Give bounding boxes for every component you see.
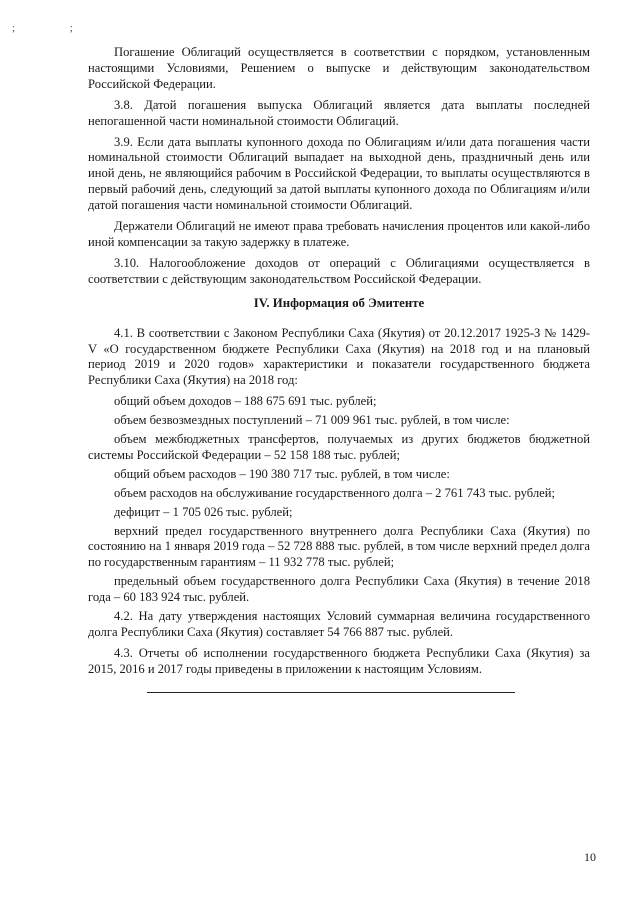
- budget-expenses-line: общий объем расходов – 190 380 717 тыс. рублей, в том числе:: [114, 466, 450, 481]
- paragraph-3-10: 3.10. Налогообложение доходов от операций с Облигациями осуществляется в соответствии с действующим законодательством Российской Федерации.: [88, 255, 590, 286]
- document-body: [88, 45, 590, 693]
- paragraph-4-3: 4.3. Отчеты об исполнении государственного бюджета Республики Саха (Якутия) за 2015, 2016 и 2017 годы приведены в приложении к настоящим Условиям.: [88, 645, 590, 676]
- paragraph-3-8: 3.8. Датой погашения выпуска Облигаций является дата выплаты последней непогашенной части номинальной стоимости Облигаций.: [88, 97, 590, 128]
- section-heading: IV. Информация об Эмитенте: [253, 295, 425, 310]
- paragraph-holders-rights: Держатели Облигаций не имеют права требовать начисления процентов или какой-либо иной компенсации за такую задержку в платеже.: [88, 219, 590, 249]
- corner-marks: ; ;: [12, 22, 99, 34]
- paragraph-3-9: 3.9. Если дата выплаты купонного дохода по Облигациям и/или дата погашения части номинальной стоимости Облигаций выпадает на выходной день, праздничный день или иной день, не являющийся рабочим в Российской Федерации, то выплаты осуществляются в первый рабочий день, следующий за датой выплаты купонного дохода по Облигациям и/или датой погашения части номинальной стоимости Облигаций.: [88, 134, 590, 213]
- paragraph-redemption-procedure: Погашение Облигаций осуществляется в соответствии с порядком, установленным настоящими Условиями, Решением о выпуске и действующим законодательством Российской Федерации.: [88, 45, 590, 91]
- paragraph-4-1: 4.1. В соответствии с Законом Республики Саха (Якутия) от 20.12.2017 1925-З № 1429-V «О государственном бюджете Республики Саха (Якутия) на 2018 год и на плановый период 2019 и 2020 годов» характеристики и показатели государственного бюджета Республики Саха (Якутия) на 2018 год:: [88, 325, 590, 388]
- budget-debt-service-line: объем расходов на обслуживание государственного долга – 2 761 743 тыс. рублей;: [114, 485, 556, 500]
- paragraph-4-2: 4.2. На дату утверждения настоящих Условий суммарная величина государственного долга Республики Саха (Якутия) составляет 54 766 887 тыс. рублей.: [88, 609, 590, 639]
- budget-transfers-line: объем межбюджетных трансфертов, получаемых из других бюджетов бюджетной системы Российской Федерации – 52 158 188 тыс. рублей;: [88, 432, 590, 462]
- end-rule-divider: [147, 692, 515, 693]
- budget-deficit-line: дефицит – 1 705 026 тыс. рублей;: [114, 504, 293, 519]
- budget-upper-debt-limit-line: верхний предел государственного внутреннего долга Республики Саха (Якутия) по состоянию на 1 января 2019 года – 52 728 888 тыс. рублей, в том числе верхний предел долга по государственным гарантиям – 11 932 778 тыс. рублей;: [88, 523, 590, 570]
- budget-gratuitous-line: объем безвозмездных поступлений – 71 009 961 тыс. рублей, в том числе:: [114, 413, 510, 428]
- page-number: 10: [584, 850, 596, 864]
- budget-income-line: общий объем доходов – 188 675 691 тыс. рублей;: [114, 394, 377, 409]
- budget-max-debt-line: предельный объем государственного долга Республики Саха (Якутия) в течение 2018 года – 60 183 924 тыс. рублей.: [88, 574, 590, 605]
